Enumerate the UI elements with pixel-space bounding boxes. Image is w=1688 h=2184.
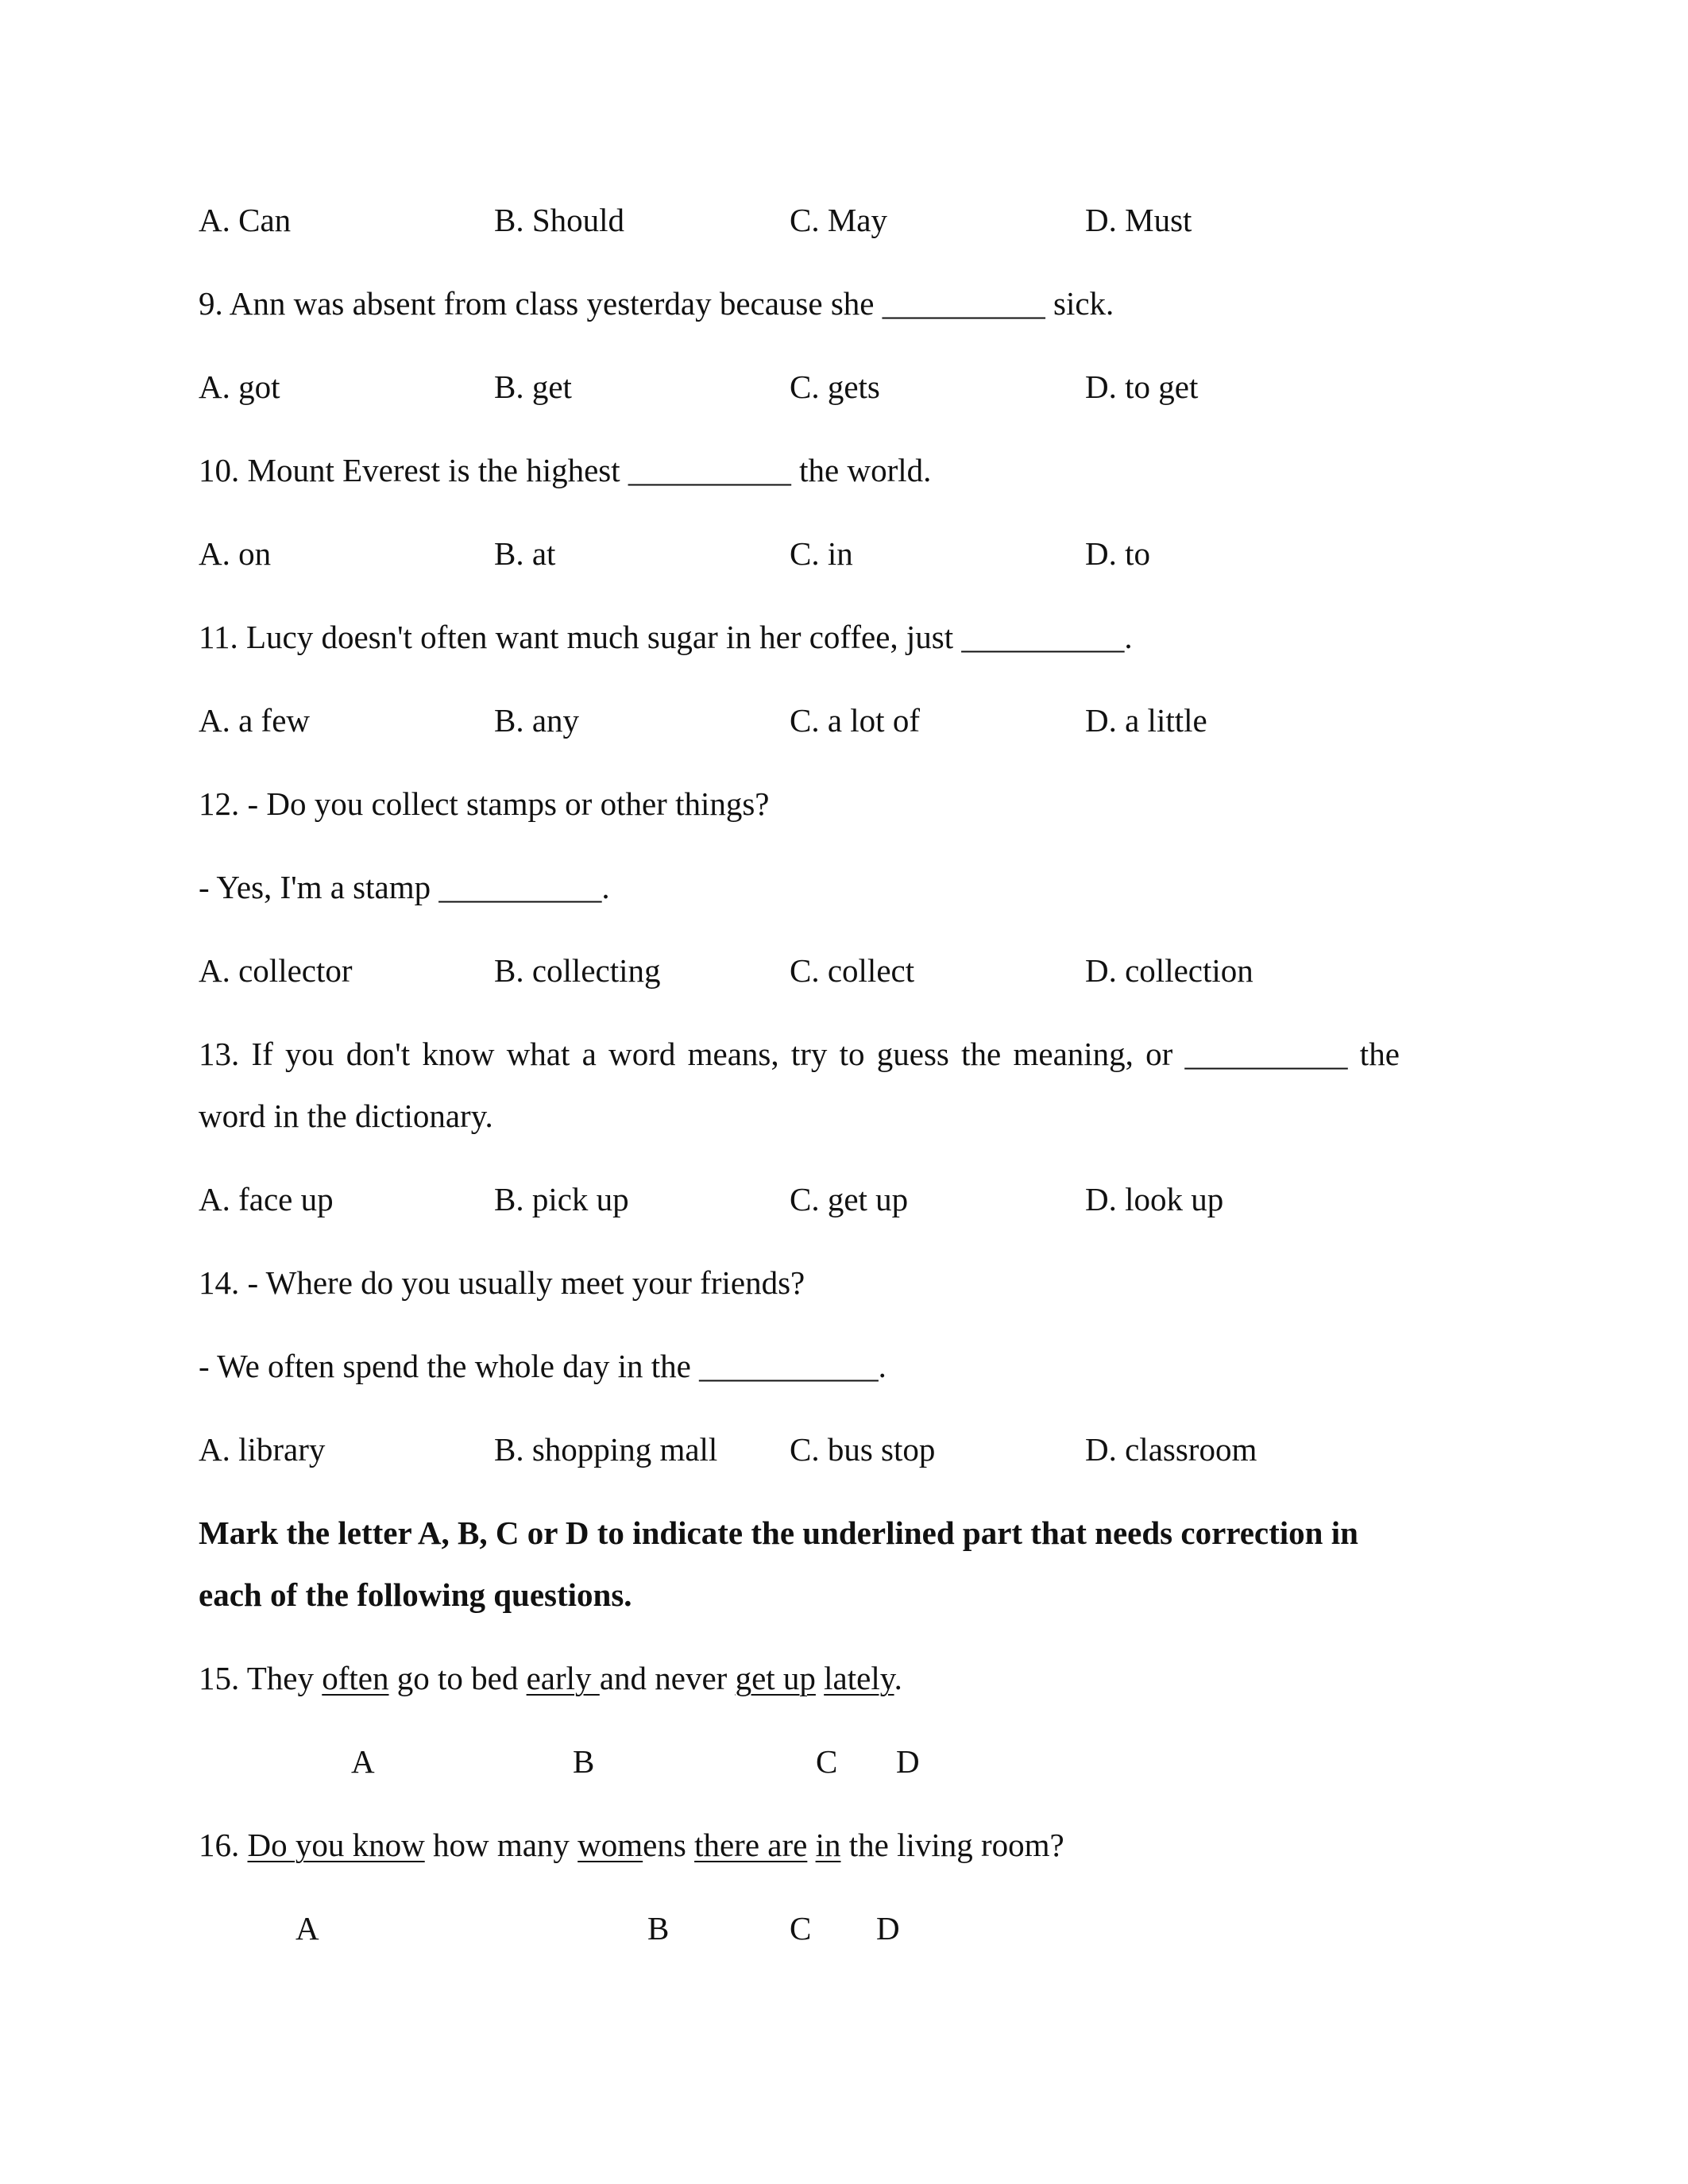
q15-letter-d: D: [896, 1743, 920, 1780]
q14-question-line1: 14. - Where do you usually meet your friends?: [199, 1264, 805, 1301]
q9-option-a: A. got: [199, 369, 280, 405]
q16-part: the living room?: [840, 1827, 1064, 1863]
q9-option-b: B. get: [494, 369, 572, 405]
q15-underlined-a: often: [322, 1660, 389, 1696]
q15-underlined-c: get up: [735, 1660, 816, 1696]
q8-option-b: B. Should: [494, 202, 625, 238]
q11-option-a: A. a few: [199, 702, 311, 739]
q10-option-c: C. in: [790, 535, 853, 572]
q15-letter-b: B: [573, 1743, 595, 1780]
q15-part: .: [894, 1660, 902, 1696]
q15-letter-c: C: [816, 1743, 838, 1780]
q12-option-d: D. collection: [1085, 952, 1253, 989]
q11-option-d: D. a little: [1085, 702, 1207, 739]
q13-option-c: C. get up: [790, 1181, 909, 1217]
q16-part: ens: [643, 1827, 695, 1863]
q16-underlined-d: in: [815, 1827, 841, 1863]
q15-part: and never: [599, 1660, 736, 1696]
q13-option-d: D. look up: [1085, 1181, 1224, 1217]
q15-part: go to bed: [388, 1660, 527, 1696]
q10-question: 10. Mount Everest is the highest __________ the world.: [199, 452, 932, 488]
q13-option-b: B. pick up: [494, 1181, 629, 1217]
instruction-line1: Mark the letter A, B, C or D to indicate the underlined part that needs correction in: [199, 1515, 1358, 1551]
q12-option-a: A. collector: [199, 952, 353, 989]
q12-option-c: C. collect: [790, 952, 915, 989]
q16-sentence: [199, 1829, 1064, 1862]
q14-option-a: A. library: [199, 1431, 326, 1468]
q9-option-c: C. gets: [790, 369, 880, 405]
q10-option-b: B. at: [494, 535, 556, 572]
q11-option-c: C. a lot of: [790, 702, 920, 739]
q13-question-line2: word in the dictionary.: [199, 1098, 493, 1134]
q16-letter-b: B: [647, 1910, 670, 1947]
q14-option-c: C. bus stop: [790, 1431, 936, 1468]
q16-letter-d: D: [876, 1910, 900, 1947]
q10-option-a: A. on: [199, 535, 272, 572]
q8-option-a: A. Can: [199, 202, 292, 238]
q9-question: 9. Ann was absent from class yesterday because she __________ sick.: [199, 285, 1114, 322]
q11-question: 11. Lucy doesn't often want much sugar in her coffee, just __________.: [199, 619, 1133, 655]
q9-option-d: D. to get: [1085, 369, 1199, 405]
q10-option-d: D. to: [1085, 535, 1150, 572]
q16-underlined-a: Do you know: [247, 1827, 425, 1863]
q8-option-d: D. Must: [1085, 202, 1192, 238]
q12-question-line1: 12. - Do you collect stamps or other things?: [199, 785, 770, 822]
q13-question-line1: 13. If you don't know what a word means, try to guess the meaning, or __________ the: [199, 1036, 1400, 1072]
q16-underlined-b: wom: [577, 1827, 643, 1863]
q14-question-line2: - We often spend the whole day in the ___________.: [199, 1348, 886, 1384]
q16-underlined-c: there are: [694, 1827, 808, 1863]
q15-underlined-d: lately: [824, 1660, 894, 1696]
instruction-line2: each of the following questions.: [199, 1576, 632, 1613]
q14-option-d: D. classroom: [1085, 1431, 1257, 1468]
q16-part: how many: [424, 1827, 578, 1863]
q15-letter-a: A: [351, 1743, 375, 1780]
q11-option-b: B. any: [494, 702, 580, 739]
q15-underlined-b: early: [526, 1660, 600, 1696]
q12-option-b: B. collecting: [494, 952, 661, 989]
q12-question-line2: - Yes, I'm a stamp __________.: [199, 869, 610, 905]
q16-letter-c: C: [790, 1910, 812, 1947]
q8-option-c: C. May: [790, 202, 887, 238]
q16-letter-a: A: [295, 1910, 319, 1947]
q15-part: 15. They: [199, 1660, 323, 1696]
q15-part: [816, 1660, 824, 1696]
q15-sentence: [199, 1662, 902, 1695]
q16-part: 16.: [199, 1827, 248, 1863]
q13-option-a: A. face up: [199, 1181, 334, 1217]
q16-part: [807, 1827, 815, 1863]
q14-option-b: B. shopping mall: [494, 1431, 718, 1468]
